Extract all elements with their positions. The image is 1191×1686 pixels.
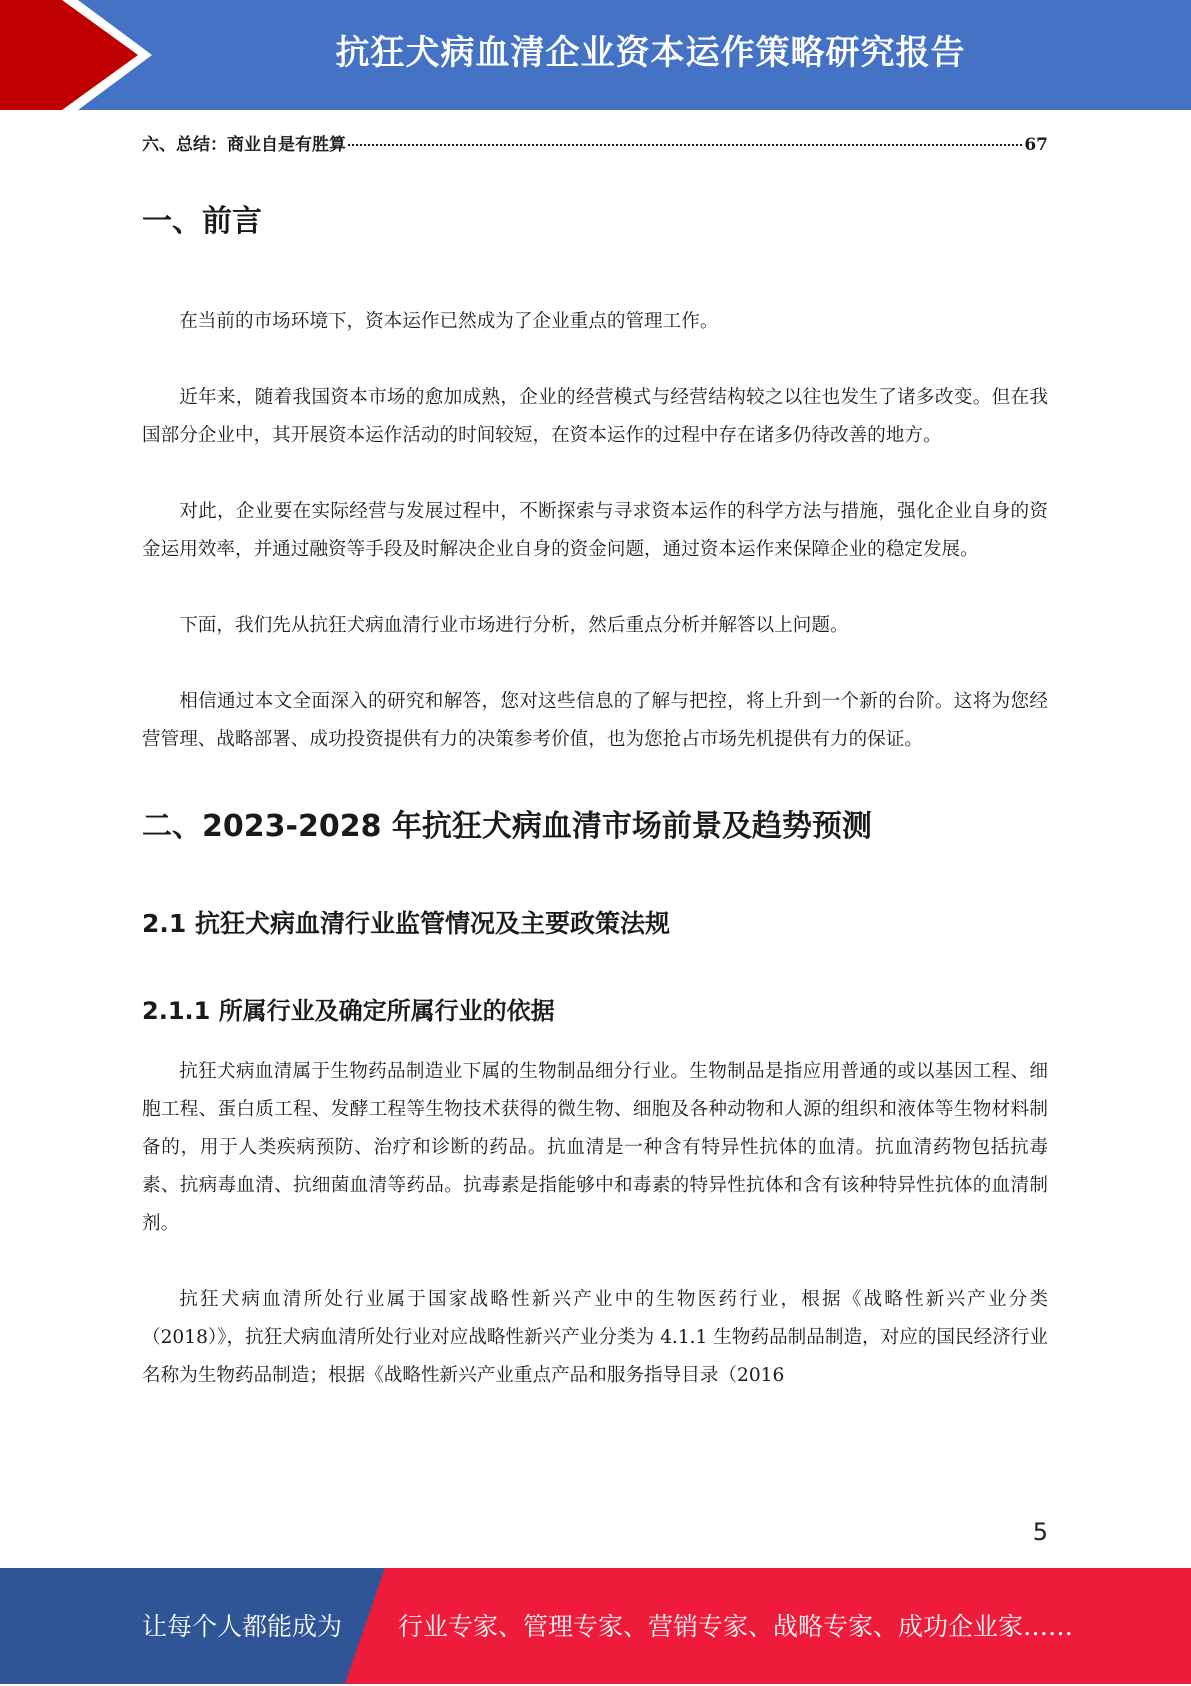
toc-entry[interactable] bbox=[142, 130, 1048, 160]
footer-slogan-left: 让每个人都能成为 bbox=[142, 1612, 343, 1641]
paragraph: 在当前的市场环境下，资本运作已然成为了企业重点的管理工作。 bbox=[179, 311, 719, 332]
report-title: 抗狂犬病血清企业资本运作策略研究报告 bbox=[335, 33, 966, 73]
toc-entry-label: 六、总结：商业自是有胜算 bbox=[142, 135, 346, 155]
paragraph: 抗狂犬病血清所处行业属于国家战略性新兴产业中的生物医药行业，根据《战略性新兴产业分类（2018）》，抗狂犬病血清所处行业对应战略性新兴产业分类为 4.1.1 生物药品制品制造，对应的国民经济行业名称为生物药品制造；根据《战略性新兴产业重点产品和服务指导目录（2016 bbox=[142, 1288, 1048, 1386]
paragraph: 对此，企业要在实际经营与发展过程中，不断探索与寻求资本运作的科学方法与措施，强化企业自身的资金运用效率，并通过融资等手段及时解决企业自身的资金问题，通过资本运作来保障企业的稳定发展。 bbox=[142, 501, 1048, 560]
paragraph: 近年来，随着我国资本市场的愈加成熟，企业的经营模式与经营结构较之以往也发生了诸多改变。但在我国部分企业中，其开展资本运作活动的时间较短，在资本运作的过程中存在诸多仍待改善的地方。 bbox=[142, 387, 1048, 446]
section-1-heading: 一、前言 bbox=[142, 204, 262, 239]
toc-leader-dots bbox=[348, 144, 1022, 146]
footer-slogan-right: 行业专家、管理专家、营销专家、战略专家、成功企业家…… bbox=[398, 1612, 1074, 1641]
page-header bbox=[0, 0, 1191, 110]
page-footer bbox=[0, 1568, 1191, 1684]
paragraph: 相信通过本文全面深入的研究和解答，您对这些信息的了解与把控，将上升到一个新的台阶。这将为您经营管理、战略部署、成功投资提供有力的决策参考价值，也为您抢占市场先机提供有力的保证。 bbox=[142, 691, 1048, 750]
page-number: 5 bbox=[1032, 1518, 1048, 1546]
paragraph: 下面，我们先从抗狂犬病血清行业市场进行分析，然后重点分析并解答以上问题。 bbox=[179, 615, 849, 636]
paragraph: 抗狂犬病血清属于生物药品制造业下属的生物制品细分行业。生物制品是指应用普通的或以基因工程、细胞工程、蛋白质工程、发酵工程等生物技术获得的微生物、细胞及各种动物和人源的组织和液体等生物材料制备的，用于人类疾病预防、治疗和诊断的药品。抗血清是一种含有特异性抗体的血清。抗血清药物包括抗毒素、抗病毒血清、抗细菌血清等药品。抗毒素是指能够中和毒素的特异性抗体和含有该种特异性抗体的血清制剂。 bbox=[142, 1060, 1048, 1234]
document-body bbox=[142, 190, 1048, 1395]
section-2-1-1-heading: 2.1.1 所属行业及确定所属行业的依据 bbox=[142, 996, 555, 1025]
section-2-heading: 二、2023-2028 年抗狂犬病血清市场前景及趋势预测 bbox=[142, 809, 872, 844]
toc-entry-page: 67 bbox=[1024, 135, 1048, 155]
section-2-1-heading: 2.1 抗狂犬病血清行业监管情况及主要政策法规 bbox=[142, 909, 670, 938]
